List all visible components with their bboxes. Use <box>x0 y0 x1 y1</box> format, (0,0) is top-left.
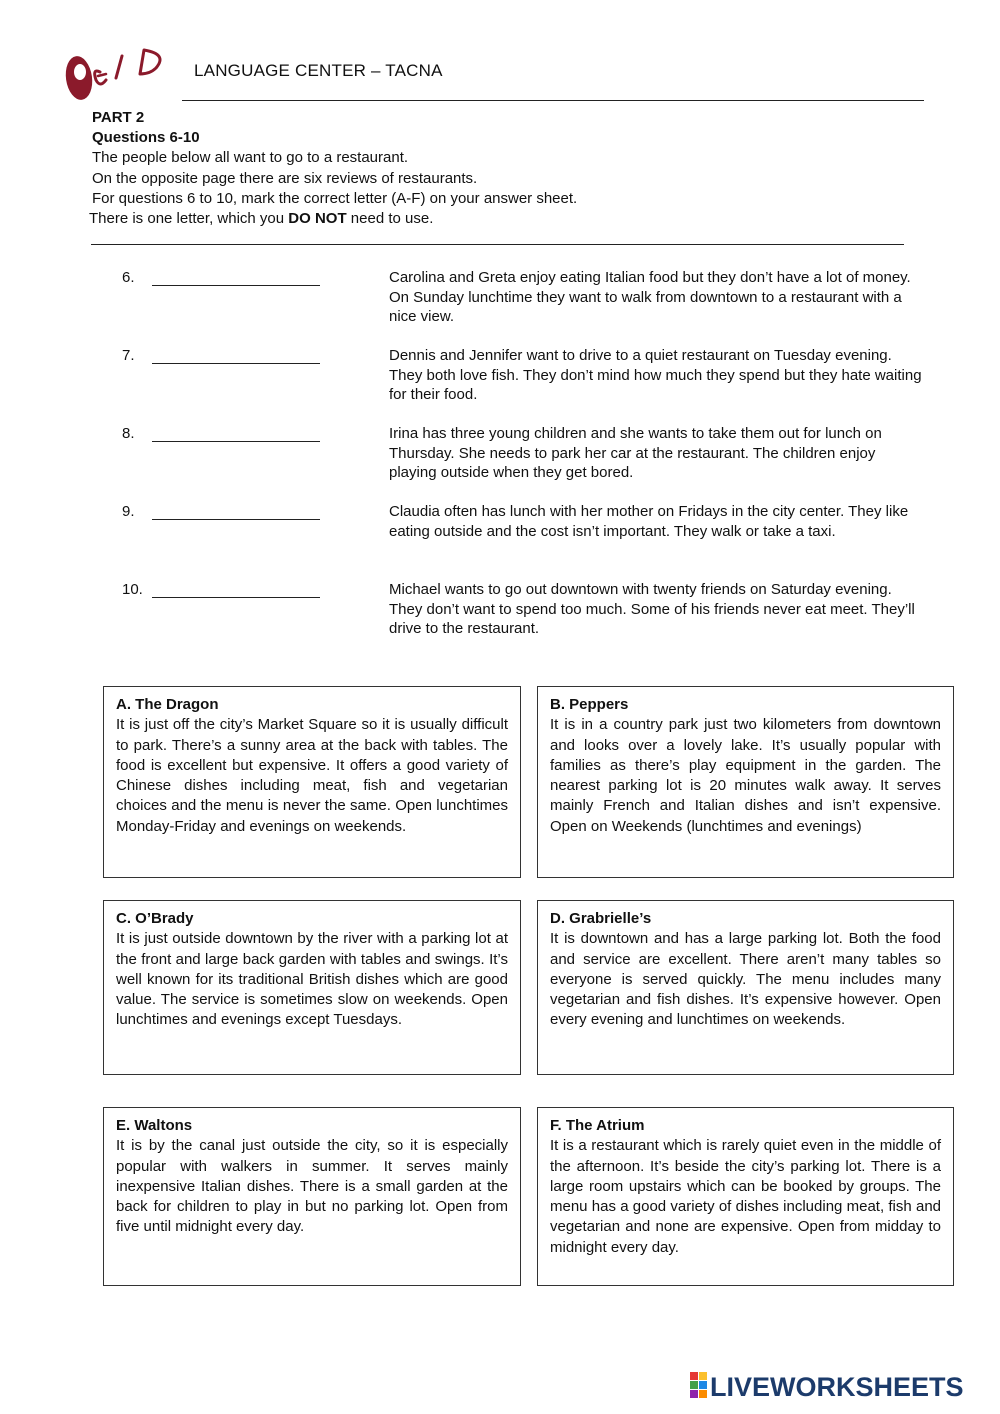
answer-blank[interactable] <box>152 597 320 598</box>
review-body: It is just off the city’s Market Square so it is usually difficult to park. There’s a sunny area at the back with tables. The food is excellent but expensive. It offers a good variety of Chinese dishes including meat, fish and vegetarian choices and the menu is never the same. Open lunchtimes Monday-Friday and evenings on weekends. <box>116 716 508 835</box>
liveworksheets-text: LIVEWORKSHEETS <box>710 1372 964 1402</box>
answer-blank[interactable] <box>152 285 320 286</box>
review-e <box>103 1107 521 1286</box>
review-d <box>537 900 954 1075</box>
question-text: Carolina and Greta enjoy eating Italian food but they don’t have a lot of money. On Sunday lunchtime they want to walk from downtown to a restaurant with a nice view. <box>389 269 911 325</box>
review-title: C. O’Brady <box>116 910 194 927</box>
instruction-line-2: On the opposite page there are six reviews of restaurants. <box>92 169 478 187</box>
question-text: Dennis and Jennifer want to drive to a quiet restaurant on Tuesday evening. They both love fish. They don’t mind how much they spend but they hate waiting for their food. <box>389 347 922 403</box>
part-heading: PART 2 <box>92 109 145 126</box>
review-body: It is just outside downtown by the river with a parking lot at the front and large back garden with tables and swings. It’s well known for its traditional British dishes which are good value. The service is sometimes slow on weekends. Open lunchtimes and evenings except Tuesdays. <box>116 930 508 1029</box>
review-title: B. Peppers <box>550 696 629 713</box>
review-body: It is by the canal just outside the city, so it is especially popular with walkers in summer. It serves mainly inexpensive Italian dishes. There is a small garden at the back for children to play in but no parking lot. Open from five until midnight every day. <box>116 1137 508 1236</box>
review-title: F. The Atrium <box>550 1117 645 1134</box>
review-b <box>537 686 954 878</box>
ceid-logo <box>62 42 187 104</box>
instruction-line-3: For questions 6 to 10, mark the correct letter (A-F) on your answer sheet. <box>92 189 578 207</box>
question-text: Claudia often has lunch with her mother on Fridays in the city center. They like eating outside and the cost isn’t important. They walk or take a taxi. <box>389 503 909 540</box>
instruction-line-1: The people below all want to go to a restaurant. <box>92 149 409 167</box>
header-divider <box>182 100 924 101</box>
answer-blank[interactable] <box>152 363 320 364</box>
review-title: D. Grabrielle’s <box>550 910 652 927</box>
question-number: 10. <box>122 581 143 598</box>
review-title: E. Waltons <box>116 1117 193 1134</box>
review-body: It is in a country park just two kilometers from downtown and looks over a lovely lake. It’s usually popular with families as there’s play equipment in the garden. The nearest parking lot is 20 minutes walk away. It serves mainly French and Italian dishes and isn’t expensive. Open on Weekends (lunchtimes and evenings) <box>550 716 941 835</box>
liveworksheets-icon <box>690 1372 707 1398</box>
instructions-divider <box>91 244 904 245</box>
question-text: Michael wants to go out downtown with twenty friends on Saturday evening. They don’t want to spend too much. Some of his friends never eat meet. They’ll drive to the restaurant. <box>389 581 915 637</box>
review-body: It is a restaurant which is rarely quiet even in the middle of the afternoon. It’s beside the city’s parking lot. There is a large room upstairs which can be booked by groups. The menu has a good variety of dishes including meat, fish and vegetarian and none are expensive. Open from midday to midnight every day. <box>550 1137 941 1256</box>
review-c <box>103 900 521 1075</box>
instruction-line-4: There is one letter, which you DO NOT need to use. <box>89 210 434 228</box>
liveworksheets-logo <box>688 1366 988 1402</box>
answer-blank[interactable] <box>152 441 320 442</box>
question-text: Irina has three young children and she wants to take them out for lunch on Thursday. She needs to park her car at the restaurant. The children enjoy playing outside when they get bored. <box>389 425 882 481</box>
do-not-emphasis: DO NOT <box>288 210 347 228</box>
questions-heading: Questions 6-10 <box>92 129 200 147</box>
question-number: 7. <box>122 347 135 364</box>
instructions <box>89 108 578 229</box>
review-title: A. The Dragon <box>116 696 219 713</box>
question-number: 6. <box>122 269 135 286</box>
question-number: 9. <box>122 503 135 520</box>
answer-blank[interactable] <box>152 519 320 520</box>
question-number: 8. <box>122 425 135 442</box>
header-title: LANGUAGE CENTER – TACNA <box>194 61 443 80</box>
review-body: It is downtown and has a large parking lot. Both the food and service are excellent. There aren’t many tables so everyone is served quickly. The menu includes many vegetarian and fish dishes. It’s expensive however. Open every evening and lunchtimes on weekends. <box>550 930 941 1029</box>
review-f <box>537 1107 954 1286</box>
review-a <box>103 686 521 878</box>
